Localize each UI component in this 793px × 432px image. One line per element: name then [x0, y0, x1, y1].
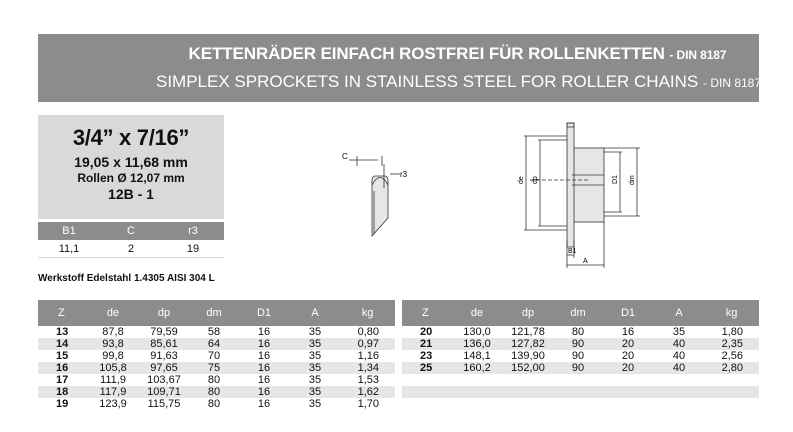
cell-kg: 2,35	[721, 338, 743, 350]
col-z: Z	[58, 307, 65, 319]
cell-de: 93,8	[102, 338, 124, 350]
cell-de: 136,0	[463, 338, 491, 350]
cell-z: 20	[420, 326, 433, 338]
sprocket-table-right	[402, 300, 759, 410]
cell-dm: 70	[207, 350, 221, 362]
label-dm: dm	[629, 175, 636, 185]
cell-d1: 20	[621, 338, 635, 350]
cell-dp: 109,71	[147, 386, 181, 398]
cell-a: 35	[308, 350, 322, 362]
table-row	[402, 398, 759, 410]
cell-z: 21	[420, 338, 433, 350]
cell-d1: 16	[257, 398, 271, 410]
cell-z: 23	[420, 350, 433, 362]
cell-dp: 121,78	[511, 326, 545, 338]
cell-a: 40	[672, 362, 686, 374]
col-dm: dm	[570, 307, 586, 319]
cell-dm: 90	[571, 362, 585, 374]
cell-d1: 16	[257, 326, 271, 338]
cell-d1: 16	[257, 386, 271, 398]
cell-kg: 0,80	[357, 326, 379, 338]
cell-a: 35	[672, 326, 686, 338]
table-row	[402, 374, 759, 386]
cell-kg: 1,53	[357, 374, 379, 386]
cell-dm: 80	[207, 398, 221, 410]
cell-z: 16	[56, 362, 69, 374]
cell-z: 19	[56, 398, 69, 410]
dimension-table-header	[38, 222, 224, 240]
cell-z: 25	[420, 362, 433, 374]
cell-d1: 20	[621, 350, 635, 362]
cell-de: 105,8	[99, 362, 127, 374]
cell-a: 35	[308, 326, 322, 338]
cell-dp: 152,00	[511, 362, 545, 374]
cell-de: 130,0	[463, 326, 491, 338]
col-a: A	[311, 307, 319, 319]
chain-size: 3/4” x 7/16”	[72, 125, 190, 150]
cell-de: 123,9	[99, 398, 127, 410]
cell-dp: 115,75	[147, 398, 181, 410]
cell-d1: 16	[257, 374, 271, 386]
label-c: C	[342, 152, 348, 161]
col-d1: D1	[256, 307, 272, 319]
cell-a: 35	[308, 398, 322, 410]
label-b1: B1	[568, 248, 577, 255]
cell-de: 148,1	[463, 350, 491, 362]
col-kg: kg	[725, 307, 738, 319]
value-c: 2	[127, 242, 135, 255]
table-row	[38, 338, 395, 350]
cell-z: 18	[56, 386, 69, 398]
table-row	[402, 350, 759, 362]
header-banner	[38, 34, 762, 102]
cell-dm: 58	[207, 326, 221, 338]
col-z: Z	[422, 307, 429, 319]
label-de: de	[518, 176, 525, 184]
value-b1: 11,1	[58, 242, 80, 255]
material-note: Werkstoff Edelstahl 1.4305 AISI 304 L	[38, 273, 215, 284]
label-d1: D1	[612, 175, 619, 184]
sprocket-table-left	[38, 300, 395, 410]
col-dp: dp	[521, 307, 535, 319]
cell-dm: 80	[571, 326, 585, 338]
cell-z: 13	[56, 326, 69, 338]
cell-dp: 139,90	[511, 350, 545, 362]
cell-kg: 2,80	[721, 362, 743, 374]
dimension-table	[38, 222, 224, 258]
title-english-main: SIMPLEX SPROCKETS IN STAINLESS STEEL FOR ROLLER CHAINS	[156, 72, 699, 91]
cell-dm: 80	[207, 386, 221, 398]
value-r3: 19	[186, 242, 200, 255]
col-de: de	[106, 307, 120, 319]
cell-de: 160,2	[463, 362, 491, 374]
sprocket-drawing	[330, 118, 650, 278]
table-row	[38, 386, 395, 398]
cell-a: 40	[672, 338, 686, 350]
col-a: A	[675, 307, 683, 319]
chain-spec-box	[38, 115, 224, 219]
label-r3: r3	[400, 170, 408, 179]
title-german	[38, 44, 759, 64]
title-german-main: KETTENRÄDER EINFACH ROSTFREI FÜR ROLLENKETTEN	[188, 44, 665, 63]
col-dm: dm	[206, 307, 222, 319]
cell-kg: 1,80	[721, 326, 743, 338]
cell-a: 35	[308, 374, 322, 386]
cell-dm: 90	[571, 338, 585, 350]
cell-dp: 79,59	[150, 326, 178, 338]
cell-d1: 16	[621, 326, 635, 338]
table-row	[38, 374, 395, 386]
cell-dm: 80	[207, 374, 221, 386]
label-dp: dp	[532, 176, 539, 184]
table-body	[402, 326, 759, 410]
cell-dm: 64	[207, 338, 221, 350]
cell-dm: 75	[207, 362, 221, 374]
cell-kg: 2,56	[721, 350, 743, 362]
roller-diameter: Rollen Ø 12,07 mm	[77, 171, 185, 185]
cell-d1: 20	[621, 362, 635, 374]
cell-dp: 85,61	[150, 338, 178, 350]
cell-kg: 1,62	[357, 386, 379, 398]
cell-de: 87,8	[102, 326, 124, 338]
cell-kg: 1,70	[357, 398, 379, 410]
table-row	[402, 386, 759, 398]
cell-kg: 0,97	[357, 338, 379, 350]
table-row	[38, 398, 395, 410]
cell-a: 35	[308, 362, 322, 374]
cell-d1: 16	[257, 350, 271, 362]
cell-d1: 16	[257, 362, 271, 374]
title-german-suffix: - DIN 8187	[669, 48, 727, 62]
col-de: de	[470, 307, 484, 319]
title-english-suffix: - DIN 8187	[702, 76, 762, 90]
cell-a: 35	[308, 338, 322, 350]
cell-kg: 1,34	[357, 362, 379, 374]
col-dp: dp	[157, 307, 171, 319]
table-row	[38, 326, 395, 338]
table-body	[38, 326, 395, 410]
chain-code: 12B - 1	[108, 186, 154, 202]
header-c: C	[127, 225, 135, 237]
table-header	[38, 300, 395, 326]
cell-a: 40	[672, 350, 686, 362]
cell-dp: 127,82	[511, 338, 545, 350]
table-row	[402, 326, 759, 338]
cell-dm: 90	[571, 350, 585, 362]
col-d1: D1	[620, 307, 636, 319]
header-r3: r3	[188, 225, 198, 237]
label-a: A	[583, 258, 588, 265]
cell-z: 15	[56, 350, 69, 362]
cell-dp: 91,63	[150, 350, 178, 362]
cell-a: 35	[308, 386, 322, 398]
table-row	[38, 350, 395, 362]
cell-de: 117,9	[99, 386, 127, 398]
cell-dp: 97,65	[150, 362, 178, 374]
cell-de: 111,9	[100, 374, 126, 386]
title-english	[38, 72, 762, 92]
table-header	[402, 300, 759, 326]
dimension-table-row	[38, 240, 224, 258]
table-row	[38, 362, 395, 374]
cell-z: 14	[56, 338, 69, 350]
table-row	[402, 362, 759, 374]
cell-kg: 1,16	[357, 350, 379, 362]
col-kg: kg	[361, 307, 374, 319]
chain-size-mm: 19,05 x 11,68 mm	[74, 154, 188, 170]
cell-d1: 16	[257, 338, 271, 350]
table-row	[402, 338, 759, 350]
cell-dp: 103,67	[147, 374, 181, 386]
cell-de: 99,8	[102, 350, 124, 362]
cell-z: 17	[56, 374, 69, 386]
header-b1: B1	[62, 225, 76, 237]
